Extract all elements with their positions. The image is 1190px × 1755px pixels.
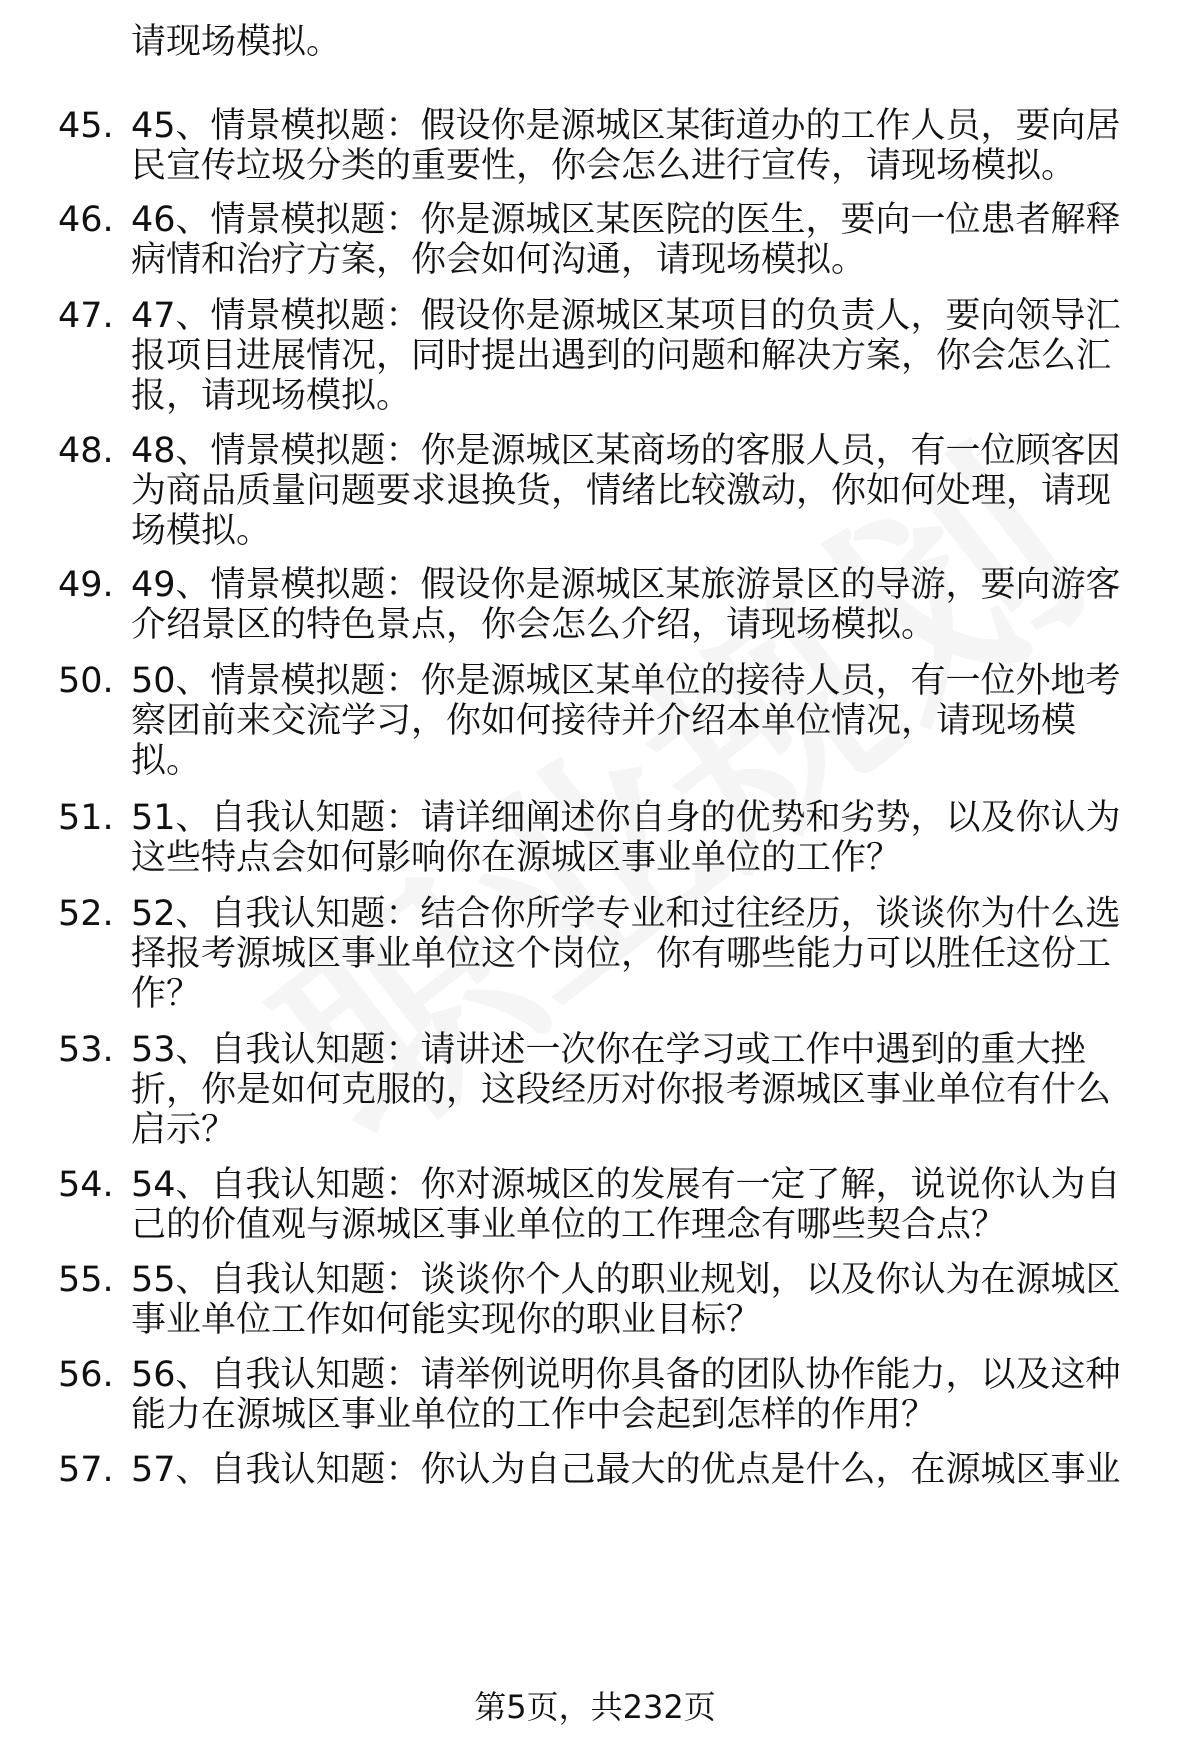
item-text: 56、自我认知题：请举例说明你具备的团队协作能力，以及这种 (131, 1355, 1121, 1395)
item-text: 50、情景模拟题：你是源城区某单位的接待人员，有一位外地考 (131, 661, 1121, 701)
item-text: 能力在源城区事业单位的工作中会起到怎样的作用？ (131, 1395, 937, 1435)
item-number: 50. (58, 661, 114, 701)
item-text: 53、自我认知题：请讲述一次你在学习或工作中遇到的重大挫 (131, 1030, 1086, 1070)
item-text: 病情和治疗方案，你会如何沟通，请现场模拟。 (131, 240, 867, 280)
item-number: 51. (58, 798, 114, 838)
item-text: 48、情景模拟题：你是源城区某商场的客服人员，有一位顾客因 (131, 431, 1121, 471)
item-text: 47、情景模拟题：假设你是源城区某项目的负责人，要向领导汇 (131, 296, 1121, 336)
item-number: 46. (58, 200, 114, 240)
item-number: 52. (58, 894, 114, 934)
item-text: 52、自我认知题：结合你所学专业和过往经历，谈谈你为什么选 (131, 894, 1121, 934)
item-text: 作？ (131, 974, 202, 1014)
item-number: 45. (58, 106, 114, 146)
item-number: 56. (58, 1355, 114, 1395)
item-text: 这些特点会如何影响你在源城区事业单位的工作？ (131, 838, 902, 878)
item-text: 己的价值观与源城区事业单位的工作理念有哪些契合点？ (131, 1205, 1007, 1245)
item-text: 49、情景模拟题：假设你是源城区某旅游景区的导游，要向游客 (131, 565, 1121, 605)
item-text: 报项目进展情况，同时提出遇到的问题和解决方案，你会怎么汇 (131, 336, 1112, 376)
item-number: 48. (58, 431, 114, 471)
item-text: 46、情景模拟题：你是源城区某医院的医生，要向一位患者解释 (131, 200, 1121, 240)
item-text: 折，你是如何克服的，这段经历对你报考源城区事业单位有什么 (131, 1070, 1112, 1110)
item-number: 49. (58, 565, 114, 605)
item-number: 54. (58, 1165, 114, 1205)
item-number: 55. (58, 1260, 114, 1300)
item-text: 57、自我认知题：你认为自己最大的优点是什么，在源城区事业 (131, 1450, 1121, 1490)
item-text: 51、自我认知题：请详细阐述你自身的优势和劣势，以及你认为 (131, 798, 1121, 838)
item-text: 为商品质量问题要求退换货，情绪比较激动，你如何处理，请现 (131, 471, 1112, 511)
item-text: 请现场模拟。 (131, 22, 342, 62)
item-number: 57. (58, 1450, 114, 1490)
item-text: 报，请现场模拟。 (131, 376, 412, 416)
item-text: 择报考源城区事业单位这个岗位，你有哪些能力可以胜任这份工 (131, 934, 1112, 974)
item-text: 察团前来交流学习，你如何接待并介绍本单位情况，请现场模 (131, 701, 1077, 741)
item-text: 民宣传垃圾分类的重要性，你会怎么进行宣传，请现场模拟。 (131, 146, 1077, 186)
item-text: 45、情景模拟题：假设你是源城区某街道办的工作人员，要向居 (131, 106, 1121, 146)
item-number: 53. (58, 1030, 114, 1070)
item-text: 拟。 (131, 741, 202, 781)
item-number: 47. (58, 296, 114, 336)
item-text: 场模拟。 (131, 511, 272, 551)
item-text: 启示？ (131, 1110, 237, 1150)
item-text: 介绍景区的特色景点，你会怎么介绍，请现场模拟。 (131, 605, 937, 645)
item-text: 54、自我认知题：你对源城区的发展有一定了解，说说你认为自 (131, 1165, 1121, 1205)
page-footer: 第5页，共232页 (474, 1688, 716, 1726)
item-text: 事业单位工作如何能实现你的职业目标？ (131, 1300, 762, 1340)
item-text: 55、自我认知题：谈谈你个人的职业规划，以及你认为在源城区 (131, 1260, 1121, 1300)
